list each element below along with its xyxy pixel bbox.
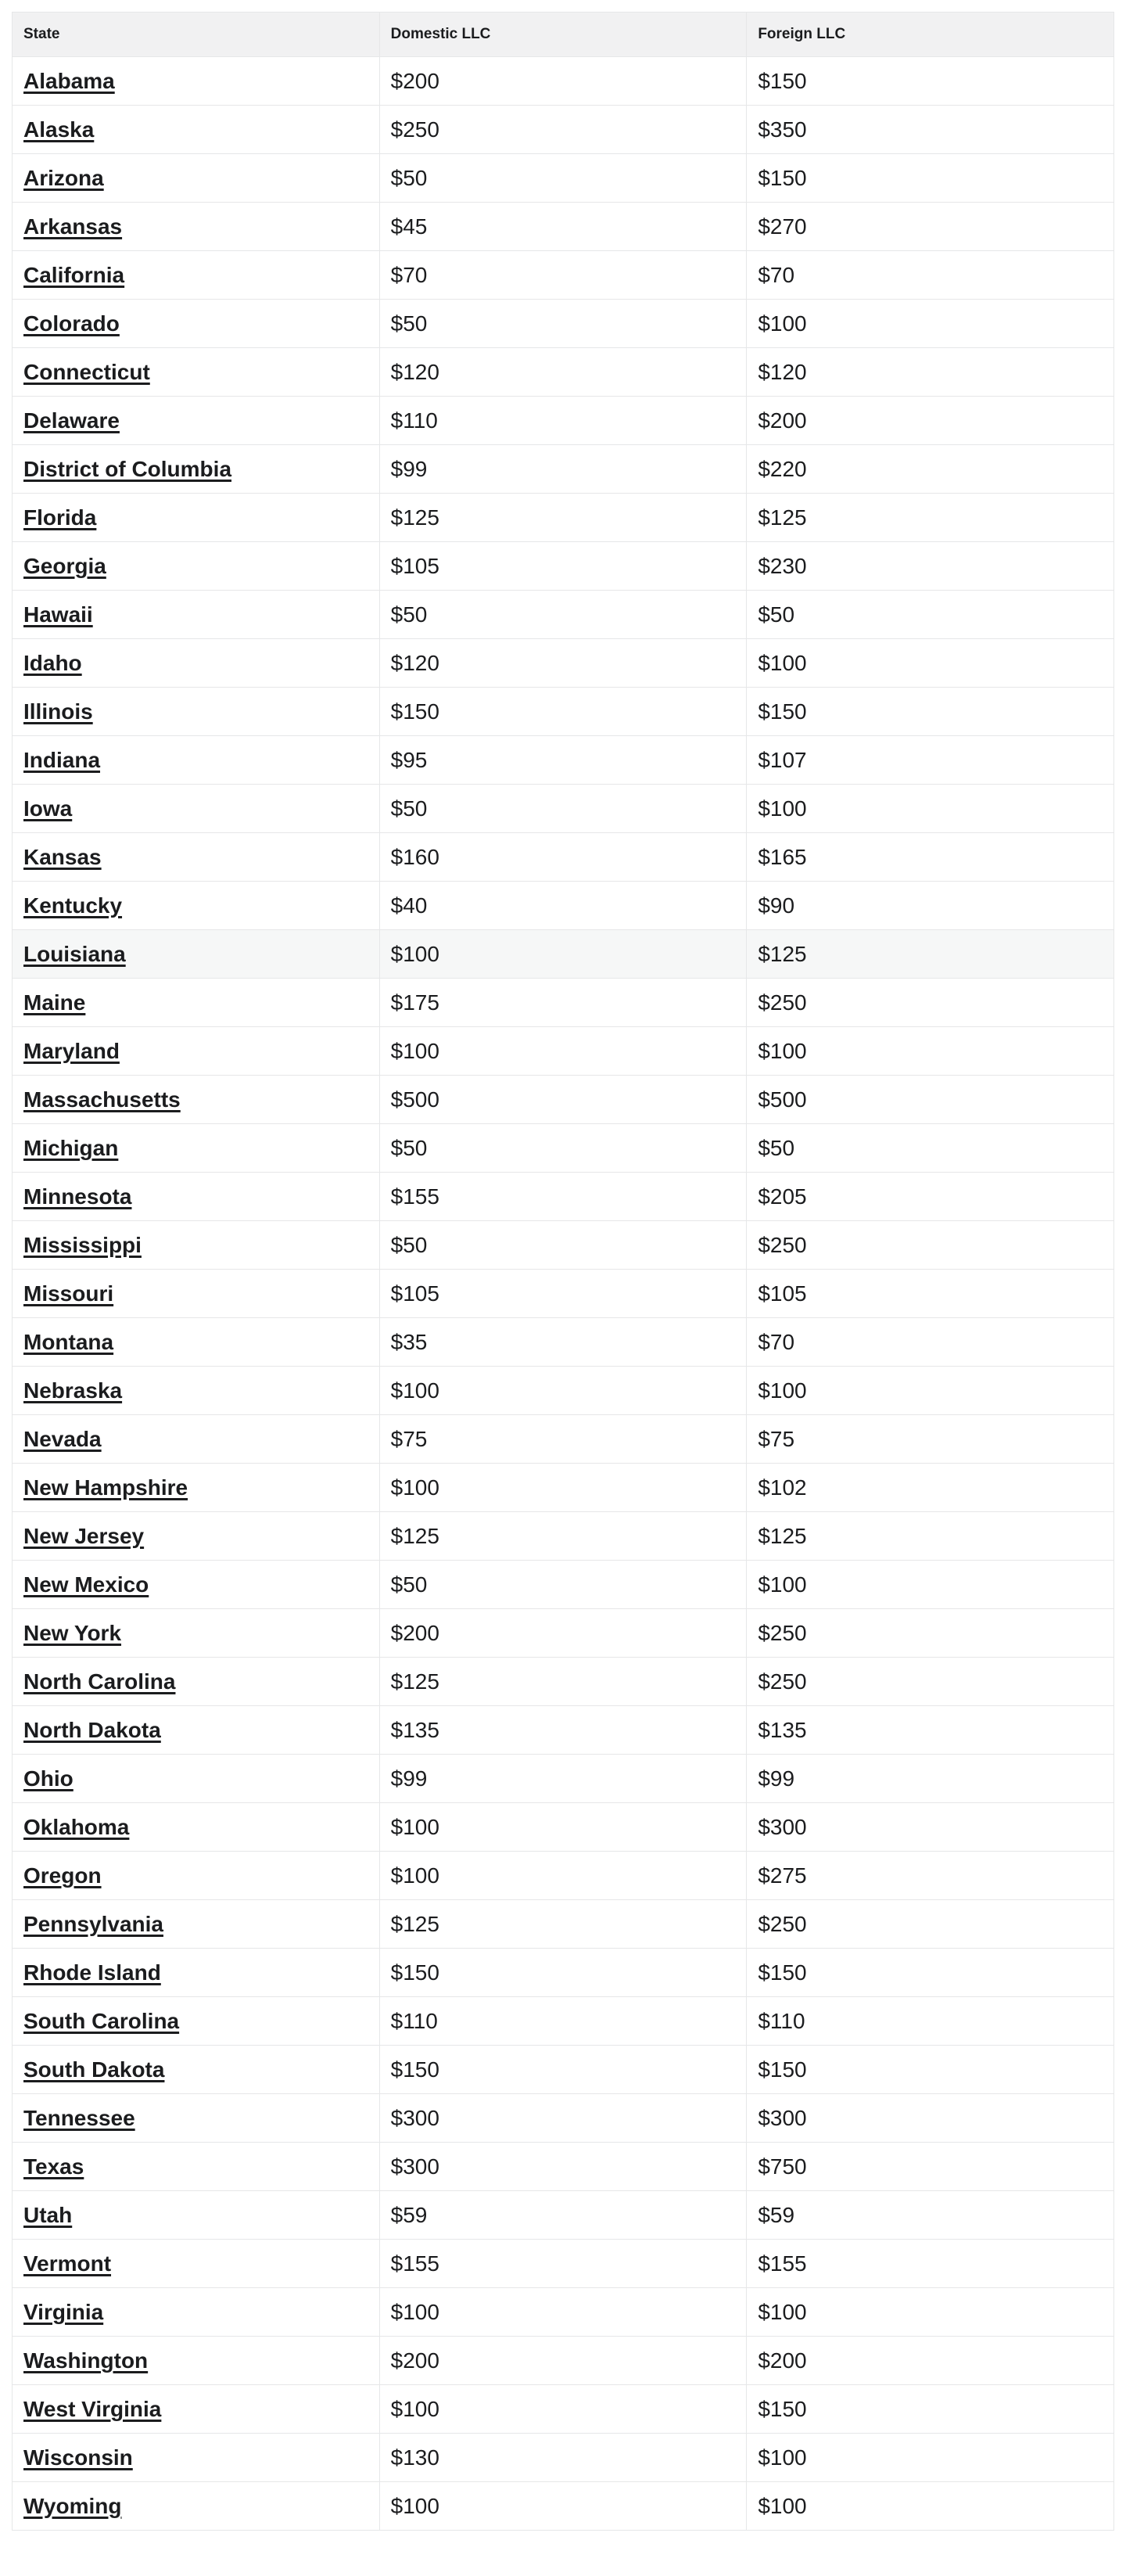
table-row — [13, 833, 1114, 882]
state-cell — [13, 1609, 380, 1658]
state-cell — [13, 397, 380, 445]
foreign-fee-cell: $270 — [747, 203, 1114, 251]
foreign-fee-cell: $90 — [747, 882, 1114, 930]
foreign-fee-cell: $350 — [747, 106, 1114, 154]
domestic-fee-cell: $155 — [379, 2240, 747, 2288]
domestic-fee-cell: $200 — [379, 1609, 747, 1658]
state-cell — [13, 979, 380, 1027]
state-cell — [13, 1949, 380, 1997]
table-row — [13, 688, 1114, 736]
state-cell — [13, 1221, 380, 1270]
domestic-fee-cell: $95 — [379, 736, 747, 785]
state-link[interactable]: Massachusetts — [23, 1087, 181, 1112]
state-cell — [13, 1706, 380, 1755]
state-cell — [13, 1803, 380, 1852]
table-row — [13, 1561, 1114, 1609]
foreign-fee-cell: $150 — [747, 2385, 1114, 2434]
llc-fee-table — [12, 12, 1114, 2531]
state-link[interactable]: North Carolina — [23, 1669, 176, 1694]
state-link[interactable]: Maine — [23, 990, 86, 1015]
table-row — [13, 882, 1114, 930]
table-row — [13, 348, 1114, 397]
state-cell — [13, 1027, 380, 1076]
foreign-fee-cell: $100 — [747, 1367, 1114, 1415]
state-link[interactable]: Washington — [23, 2348, 149, 2373]
state-link[interactable]: West Virginia — [23, 2397, 162, 2421]
state-link[interactable]: Iowa — [23, 796, 73, 821]
domestic-fee-cell: $59 — [379, 2191, 747, 2240]
domestic-fee-cell: $100 — [379, 1464, 747, 1512]
table-row — [13, 57, 1114, 106]
table-row — [13, 445, 1114, 494]
domestic-fee-cell: $155 — [379, 1173, 747, 1221]
table-row — [13, 1852, 1114, 1900]
table-row — [13, 1512, 1114, 1561]
state-cell — [13, 1318, 380, 1367]
table-row — [13, 591, 1114, 639]
state-cell — [13, 1270, 380, 1318]
state-link[interactable]: Delaware — [23, 408, 120, 433]
foreign-fee-cell: $70 — [747, 1318, 1114, 1367]
foreign-fee-cell: $150 — [747, 2046, 1114, 2094]
table-row — [13, 203, 1114, 251]
foreign-fee-cell: $125 — [747, 494, 1114, 542]
state-cell — [13, 2337, 380, 2385]
state-cell — [13, 1173, 380, 1221]
foreign-fee-cell: $100 — [747, 2482, 1114, 2531]
state-link[interactable]: Montana — [23, 1330, 114, 1354]
domestic-fee-cell: $150 — [379, 2046, 747, 2094]
domestic-fee-cell: $150 — [379, 1949, 747, 1997]
foreign-fee-cell: $150 — [747, 154, 1114, 203]
foreign-fee-cell: $200 — [747, 2337, 1114, 2385]
state-link[interactable]: Oregon — [23, 1863, 102, 1888]
state-link[interactable]: Minnesota — [23, 1184, 132, 1209]
state-cell — [13, 445, 380, 494]
state-link[interactable]: Mississippi — [23, 1233, 142, 1257]
table-row — [13, 1997, 1114, 2046]
state-cell — [13, 542, 380, 591]
state-link[interactable]: New Jersey — [23, 1524, 145, 1548]
state-link[interactable]: Alaska — [23, 117, 95, 142]
state-cell — [13, 1415, 380, 1464]
domestic-fee-cell: $100 — [379, 1803, 747, 1852]
state-link[interactable]: Maryland — [23, 1039, 120, 1063]
domestic-fee-cell: $45 — [379, 203, 747, 251]
table-row — [13, 736, 1114, 785]
table-row — [13, 1367, 1114, 1415]
foreign-fee-cell: $50 — [747, 1124, 1114, 1173]
domestic-fee-cell: $500 — [379, 1076, 747, 1124]
domestic-fee-cell: $100 — [379, 2482, 747, 2531]
state-cell — [13, 2482, 380, 2531]
state-cell — [13, 785, 380, 833]
state-cell — [13, 106, 380, 154]
domestic-fee-cell: $50 — [379, 785, 747, 833]
table-row — [13, 2143, 1114, 2191]
table-row — [13, 1949, 1114, 1997]
state-cell — [13, 2143, 380, 2191]
state-cell — [13, 2385, 380, 2434]
state-link[interactable]: Colorado — [23, 311, 120, 336]
domestic-fee-cell: $120 — [379, 348, 747, 397]
table-row — [13, 2337, 1114, 2385]
foreign-fee-cell: $150 — [747, 57, 1114, 106]
foreign-fee-cell: $100 — [747, 300, 1114, 348]
state-cell — [13, 882, 380, 930]
foreign-fee-cell: $100 — [747, 2434, 1114, 2482]
table-row — [13, 2434, 1114, 2482]
table-row — [13, 1755, 1114, 1803]
domestic-fee-cell: $300 — [379, 2094, 747, 2143]
foreign-fee-cell: $75 — [747, 1415, 1114, 1464]
domestic-fee-cell: $70 — [379, 251, 747, 300]
domestic-fee-cell: $100 — [379, 1027, 747, 1076]
state-link[interactable]: Vermont — [23, 2251, 112, 2276]
fee-table-body — [13, 57, 1114, 2531]
domestic-fee-cell: $99 — [379, 1755, 747, 1803]
column-header-foreign-llc: Foreign LLC — [747, 13, 1114, 57]
state-link[interactable]: Florida — [23, 505, 97, 530]
table-row — [13, 1706, 1114, 1755]
domestic-fee-cell: $200 — [379, 2337, 747, 2385]
state-cell — [13, 1997, 380, 2046]
domestic-fee-cell: $135 — [379, 1706, 747, 1755]
table-row — [13, 979, 1114, 1027]
foreign-fee-cell: $100 — [747, 785, 1114, 833]
state-cell — [13, 1464, 380, 1512]
domestic-fee-cell: $40 — [379, 882, 747, 930]
domestic-fee-cell: $100 — [379, 1367, 747, 1415]
state-link[interactable]: Wisconsin — [23, 2445, 133, 2470]
domestic-fee-cell: $50 — [379, 591, 747, 639]
state-cell — [13, 1755, 380, 1803]
state-cell — [13, 833, 380, 882]
foreign-fee-cell: $165 — [747, 833, 1114, 882]
table-row — [13, 300, 1114, 348]
state-link[interactable]: Missouri — [23, 1281, 114, 1306]
state-link[interactable]: Kentucky — [23, 893, 123, 918]
state-link[interactable]: South Dakota — [23, 2057, 165, 2082]
state-link[interactable]: South Carolina — [23, 2009, 180, 2033]
foreign-fee-cell: $250 — [747, 1658, 1114, 1706]
state-link[interactable]: Tennessee — [23, 2106, 135, 2130]
table-row — [13, 639, 1114, 688]
column-header-domestic-llc: Domestic LLC — [379, 13, 747, 57]
table-row — [13, 1609, 1114, 1658]
foreign-fee-cell: $300 — [747, 2094, 1114, 2143]
domestic-fee-cell: $300 — [379, 2143, 747, 2191]
domestic-fee-cell: $100 — [379, 2288, 747, 2337]
table-row — [13, 542, 1114, 591]
table-row — [13, 1124, 1114, 1173]
foreign-fee-cell: $155 — [747, 2240, 1114, 2288]
state-link[interactable]: North Dakota — [23, 1718, 161, 1742]
foreign-fee-cell: $250 — [747, 1221, 1114, 1270]
table-row — [13, 1173, 1114, 1221]
foreign-fee-cell: $107 — [747, 736, 1114, 785]
table-row — [13, 1464, 1114, 1512]
foreign-fee-cell: $250 — [747, 979, 1114, 1027]
state-cell — [13, 1124, 380, 1173]
foreign-fee-cell: $102 — [747, 1464, 1114, 1512]
state-cell — [13, 1900, 380, 1949]
state-cell — [13, 2240, 380, 2288]
state-link[interactable]: Louisiana — [23, 942, 126, 966]
state-cell — [13, 2094, 380, 2143]
state-cell — [13, 494, 380, 542]
state-link[interactable]: Rhode Island — [23, 1960, 161, 1985]
foreign-fee-cell: $205 — [747, 1173, 1114, 1221]
column-header-state: State — [13, 13, 380, 57]
state-cell — [13, 930, 380, 979]
domestic-fee-cell: $105 — [379, 1270, 747, 1318]
table-row — [13, 1803, 1114, 1852]
state-link[interactable]: Oklahoma — [23, 1815, 130, 1839]
state-link[interactable]: California — [23, 263, 125, 287]
table-row — [13, 1318, 1114, 1367]
domestic-fee-cell: $50 — [379, 1221, 747, 1270]
state-cell — [13, 736, 380, 785]
fee-table-header — [13, 13, 1114, 57]
domestic-fee-cell: $110 — [379, 1997, 747, 2046]
state-link[interactable]: Michigan — [23, 1136, 119, 1160]
foreign-fee-cell: $250 — [747, 1609, 1114, 1658]
foreign-fee-cell: $59 — [747, 2191, 1114, 2240]
table-row — [13, 2482, 1114, 2531]
domestic-fee-cell: $125 — [379, 1900, 747, 1949]
state-cell — [13, 1367, 380, 1415]
foreign-fee-cell: $70 — [747, 251, 1114, 300]
state-cell — [13, 2046, 380, 2094]
domestic-fee-cell: $50 — [379, 300, 747, 348]
domestic-fee-cell: $50 — [379, 1124, 747, 1173]
domestic-fee-cell: $150 — [379, 688, 747, 736]
state-cell — [13, 1512, 380, 1561]
state-link[interactable]: Virginia — [23, 2300, 104, 2324]
state-cell — [13, 688, 380, 736]
table-row — [13, 2046, 1114, 2094]
foreign-fee-cell: $110 — [747, 1997, 1114, 2046]
state-link[interactable]: Illinois — [23, 699, 93, 724]
table-row — [13, 1221, 1114, 1270]
foreign-fee-cell: $230 — [747, 542, 1114, 591]
foreign-fee-cell: $100 — [747, 1561, 1114, 1609]
state-link[interactable]: Nevada — [23, 1427, 102, 1451]
state-cell — [13, 1561, 380, 1609]
foreign-fee-cell: $275 — [747, 1852, 1114, 1900]
foreign-fee-cell: $100 — [747, 2288, 1114, 2337]
domestic-fee-cell: $160 — [379, 833, 747, 882]
table-row — [13, 1270, 1114, 1318]
table-row — [13, 785, 1114, 833]
state-cell — [13, 300, 380, 348]
foreign-fee-cell: $125 — [747, 1512, 1114, 1561]
foreign-fee-cell: $50 — [747, 591, 1114, 639]
domestic-fee-cell: $75 — [379, 1415, 747, 1464]
domestic-fee-cell: $110 — [379, 397, 747, 445]
table-row — [13, 1027, 1114, 1076]
state-cell — [13, 1076, 380, 1124]
state-cell — [13, 57, 380, 106]
state-cell — [13, 348, 380, 397]
state-link[interactable]: Utah — [23, 2203, 73, 2227]
state-link[interactable]: Pennsylvania — [23, 1912, 163, 1936]
state-link[interactable]: Texas — [23, 2154, 84, 2179]
domestic-fee-cell: $175 — [379, 979, 747, 1027]
state-cell — [13, 1852, 380, 1900]
state-link[interactable]: Kansas — [23, 845, 102, 869]
domestic-fee-cell: $35 — [379, 1318, 747, 1367]
state-cell — [13, 203, 380, 251]
state-link[interactable]: Connecticut — [23, 360, 150, 384]
foreign-fee-cell: $300 — [747, 1803, 1114, 1852]
domestic-fee-cell: $100 — [379, 2385, 747, 2434]
table-row — [13, 1076, 1114, 1124]
state-link[interactable]: Arizona — [23, 166, 104, 190]
table-row — [13, 2240, 1114, 2288]
domestic-fee-cell: $125 — [379, 1512, 747, 1561]
domestic-fee-cell: $50 — [379, 1561, 747, 1609]
state-cell — [13, 591, 380, 639]
state-link[interactable]: Georgia — [23, 554, 106, 578]
domestic-fee-cell: $105 — [379, 542, 747, 591]
table-row — [13, 397, 1114, 445]
state-link[interactable]: Ohio — [23, 1766, 74, 1791]
foreign-fee-cell: $100 — [747, 1027, 1114, 1076]
table-row — [13, 494, 1114, 542]
foreign-fee-cell: $120 — [747, 348, 1114, 397]
foreign-fee-cell: $750 — [747, 2143, 1114, 2191]
state-cell — [13, 154, 380, 203]
foreign-fee-cell: $150 — [747, 1949, 1114, 1997]
domestic-fee-cell: $250 — [379, 106, 747, 154]
table-row — [13, 930, 1114, 979]
table-row — [13, 251, 1114, 300]
state-link[interactable]: New York — [23, 1621, 122, 1645]
state-link[interactable]: Hawaii — [23, 602, 93, 627]
foreign-fee-cell: $250 — [747, 1900, 1114, 1949]
table-row — [13, 2288, 1114, 2337]
state-cell — [13, 2191, 380, 2240]
domestic-fee-cell: $125 — [379, 1658, 747, 1706]
foreign-fee-cell: $500 — [747, 1076, 1114, 1124]
table-row — [13, 2191, 1114, 2240]
domestic-fee-cell: $130 — [379, 2434, 747, 2482]
state-link[interactable]: District of Columbia — [23, 457, 232, 481]
state-link[interactable]: Idaho — [23, 651, 82, 675]
table-row — [13, 106, 1114, 154]
foreign-fee-cell: $99 — [747, 1755, 1114, 1803]
domestic-fee-cell: $125 — [379, 494, 747, 542]
table-row — [13, 1900, 1114, 1949]
state-link[interactable]: Arkansas — [23, 214, 123, 239]
table-row — [13, 1415, 1114, 1464]
domestic-fee-cell: $100 — [379, 1852, 747, 1900]
domestic-fee-cell: $99 — [379, 445, 747, 494]
foreign-fee-cell: $125 — [747, 930, 1114, 979]
state-cell — [13, 2288, 380, 2337]
domestic-fee-cell: $120 — [379, 639, 747, 688]
foreign-fee-cell: $220 — [747, 445, 1114, 494]
state-link[interactable]: New Hampshire — [23, 1475, 188, 1500]
table-row — [13, 2094, 1114, 2143]
foreign-fee-cell: $135 — [747, 1706, 1114, 1755]
state-link[interactable]: Nebraska — [23, 1378, 123, 1403]
state-cell — [13, 2434, 380, 2482]
state-cell — [13, 1658, 380, 1706]
state-link[interactable]: Wyoming — [23, 2494, 122, 2518]
state-cell — [13, 639, 380, 688]
table-row — [13, 2385, 1114, 2434]
foreign-fee-cell: $105 — [747, 1270, 1114, 1318]
domestic-fee-cell: $100 — [379, 930, 747, 979]
domestic-fee-cell: $200 — [379, 57, 747, 106]
table-row — [13, 1658, 1114, 1706]
foreign-fee-cell: $150 — [747, 688, 1114, 736]
header-row — [13, 13, 1114, 57]
state-cell — [13, 251, 380, 300]
state-link[interactable]: Indiana — [23, 748, 101, 772]
state-link[interactable]: Alabama — [23, 69, 115, 93]
foreign-fee-cell: $200 — [747, 397, 1114, 445]
foreign-fee-cell: $100 — [747, 639, 1114, 688]
state-link[interactable]: New Mexico — [23, 1572, 149, 1597]
table-row — [13, 154, 1114, 203]
domestic-fee-cell: $50 — [379, 154, 747, 203]
